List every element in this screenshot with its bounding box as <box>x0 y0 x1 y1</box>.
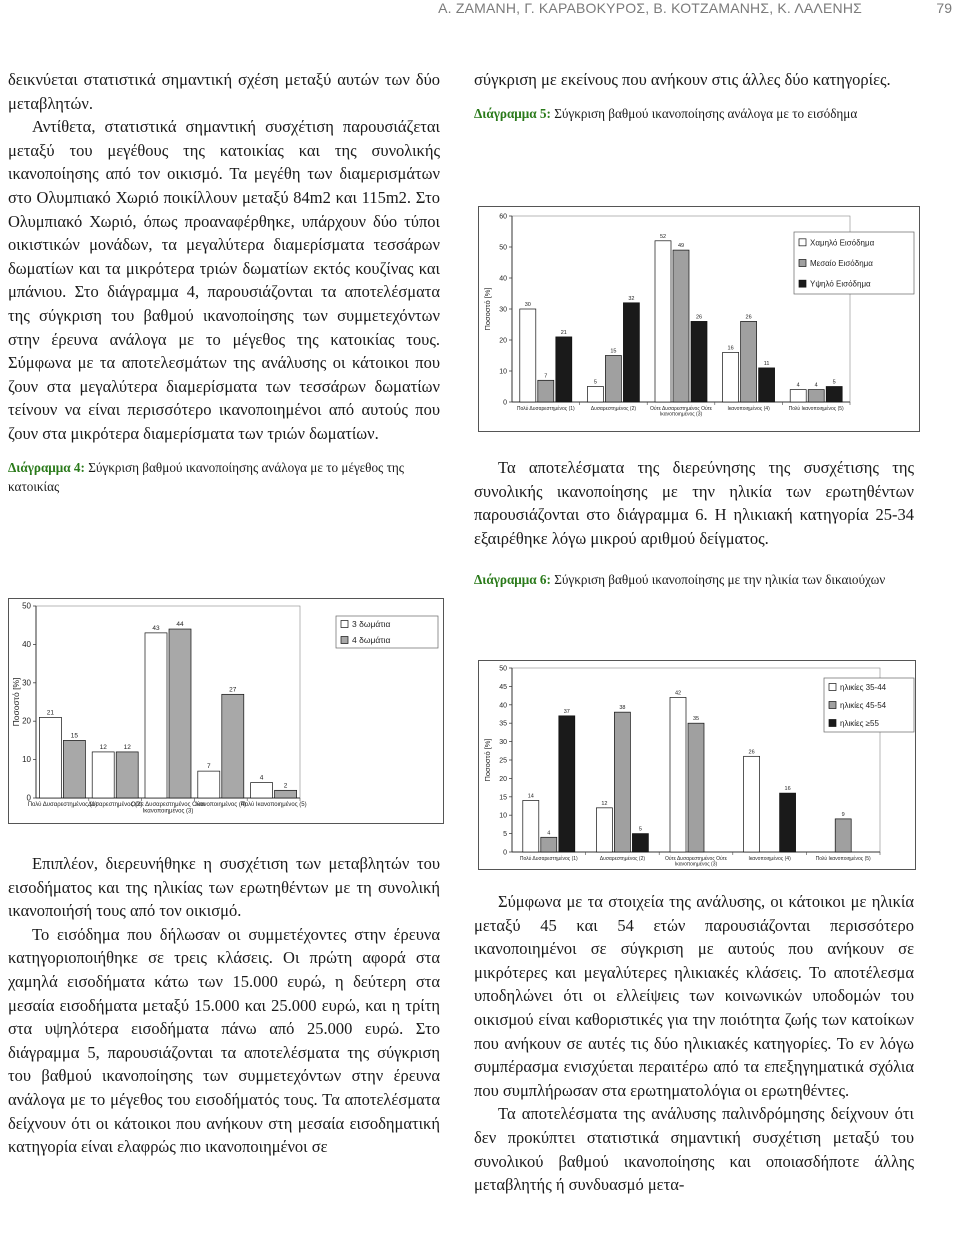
y-tick-label: 20 <box>22 716 31 726</box>
legend-label: ηλικίες 45-54 <box>840 701 887 710</box>
x-tick-label: Δυσαρεστημένος (2) <box>590 406 637 412</box>
data-label: 49 <box>677 243 685 250</box>
bar <box>63 740 85 798</box>
caption-label: Διάγραμμα 6: <box>474 572 551 588</box>
y-tick-label: 60 <box>499 213 507 221</box>
bar <box>673 250 689 402</box>
y-tick-label: 20 <box>499 337 507 345</box>
legend-swatch <box>799 280 806 287</box>
x-tick-label: Ούτε Δυσαρεστημένος Ούτε Ικανοποιημένος (3) <box>650 406 712 418</box>
data-label: 9 <box>841 811 845 818</box>
caption-text: Σύγκριση βαθμού ικανοποίησης ανάλογα με το εισόδημα <box>554 105 858 121</box>
legend-swatch <box>799 260 806 267</box>
paragraph: Τα αποτελέσματα της ανάλυσης παλινδρόμησης δείχνουν ότι δεν προκύπτει στατιστικά σημαντική συσχέτιση μεταξύ του συνολικού βαθμού ικανοποίησης και οποιασδήποτε άλλης μεταβλητής ή συνδυασμό μετα- <box>474 1104 914 1195</box>
x-tick-label: Ικανοποιημένος (4) <box>748 856 791 862</box>
y-tick-label: 25 <box>499 757 507 765</box>
bar <box>523 800 539 852</box>
y-tick-label: 45 <box>499 683 507 691</box>
y-tick-label: 40 <box>22 639 31 649</box>
data-label: 4 <box>547 830 551 837</box>
bar <box>605 356 621 403</box>
data-label: 5 <box>593 379 597 386</box>
bar <box>790 390 806 402</box>
legend-swatch <box>829 702 836 709</box>
legend-label: 4 δωμάτια <box>352 635 391 645</box>
data-label: 21 <box>46 709 55 717</box>
legend-label: Μεσαίο Εισόδημα <box>810 259 873 268</box>
right-column-middle <box>474 456 914 589</box>
legend-label: ηλικίες 35-44 <box>840 683 887 692</box>
bar <box>691 321 707 402</box>
bar <box>222 694 244 798</box>
legend-label: Χαμηλό Εισόδημα <box>810 238 875 248</box>
x-tick-label: Πολύ Ικανοποιημένος (5) <box>815 856 871 862</box>
figure-caption-4 <box>8 458 440 496</box>
bar <box>835 819 851 852</box>
legend-swatch <box>341 637 348 644</box>
y-tick-label: 20 <box>499 775 507 783</box>
x-tick-label: Ούτε Δυσαρεστημένος Ούτε Ικανοποιημένος (3) <box>130 802 206 815</box>
y-tick-label: 50 <box>499 244 507 252</box>
right-column-top <box>474 68 914 123</box>
bar <box>251 783 273 798</box>
legend-label: Υψηλό Εισόδημα <box>810 279 871 289</box>
figure-caption-6 <box>474 570 914 589</box>
x-tick-label: Δυσαρεστημένος (2) <box>88 802 143 808</box>
data-label: 11 <box>763 360 770 367</box>
data-label: 5 <box>832 379 836 386</box>
data-label: 43 <box>152 624 160 632</box>
data-label: 38 <box>619 705 626 712</box>
y-axis-label: Ποσοστό [%] <box>483 738 492 782</box>
y-tick-label: 5 <box>503 831 507 839</box>
chart-4 <box>8 598 444 824</box>
chart-5 <box>478 206 920 432</box>
y-axis-label: Ποσοστό [%] <box>11 677 21 727</box>
data-label: 37 <box>563 708 570 715</box>
y-tick-label: 30 <box>22 678 31 688</box>
bar <box>275 790 297 798</box>
bar <box>623 303 639 402</box>
data-label: 4 <box>814 382 818 389</box>
bar <box>596 808 612 852</box>
legend-swatch <box>341 621 348 628</box>
data-label: 26 <box>695 314 703 321</box>
bar <box>808 390 824 402</box>
data-label: 16 <box>727 345 734 352</box>
paragraph: Επιπλέον, διερευνήθηκε η συσχέτιση των μεταβλητών του εισοδήματος και της ηλικίας των ερωτηθέντων με τη συνολική ικανοποιήσή τους από τον οικισμό. <box>8 854 440 921</box>
data-label: 12 <box>601 800 608 807</box>
data-label: 12 <box>123 743 131 751</box>
data-label: 26 <box>748 749 755 756</box>
y-tick-label: 50 <box>22 601 31 611</box>
x-tick-label: Πολύ Δυσαρεστημένος (1) <box>516 406 575 412</box>
bar <box>759 368 775 402</box>
data-label: 15 <box>610 348 617 355</box>
x-tick-label: Πολύ Ικανοποιημένος (5) <box>788 406 844 412</box>
bar <box>92 752 114 798</box>
y-tick-label: 0 <box>26 793 31 803</box>
bar <box>744 756 760 852</box>
bar <box>688 723 704 852</box>
bar <box>780 793 796 852</box>
paragraph: Αντίθετα, στατιστικά σημαντική συσχέτιση παρουσιάζεται μεταξύ του μεγέθους της κατοικίας και της συνολικής ικανοποίησης από τον οικισμό. Τα μεγέθη των διαμερισμάτων στο Ολυμπιακό Χωριό ποικίλλουν μεταξύ 84m2 και 115m2. Στο Ολυμπιακό Χωριό, όπως προαναφέρθηκε, υπάρχουν δύο τύποι οικιστικών μονάδων, τα μεγαλύτερα διαμερίσματα τεσσάρων δωματίων και τα μικρότερα τριών δωματίων εκτός κουζίνας και μπάνιου. Στο διάγραμμα 4, παρουσιάζονται τα αποτελέσματα της σύγκριση του βαθμού ικανοποίησης των συμμετεχόντων στην έρευνα ανάλογα με το μέγεθος της κατοικίας τους. Σύμφωνα με τα αποτελεσμάτων της ανάλυσης οι κάτοικοι που ζουν στα μεγαλύτερα διαμερίσματα των τεσσάρων δωματίων τείνουν να είναι περισσότερο ικανοποιημένοι από αυτούς που ζουν στα μικρότερα διαμερίσματα των τριών δωματίων. <box>8 117 440 443</box>
bar <box>520 309 536 402</box>
data-label: 12 <box>99 743 107 751</box>
paragraph: Τα αποτελέσματα της διερεύνησης της συσχέτισης της συνολικής ικανοποίησης με την ηλικία των ερωτηθέντων παρουσιάζονται στο διάγραμμα 6. Η ηλικιακή κατηγορία 25-34 εξαιρέθηκε λόγω μικρού αριθμού δείγματος. <box>474 458 914 548</box>
data-label: 5 <box>638 826 642 833</box>
page-number: 79 <box>936 0 952 16</box>
data-label: 35 <box>692 716 700 723</box>
data-label: 7 <box>544 373 548 380</box>
y-tick-label: 0 <box>503 399 507 407</box>
bar <box>655 241 671 402</box>
bar <box>39 717 61 798</box>
y-tick-label: 30 <box>499 306 507 314</box>
bar <box>198 771 220 798</box>
data-label: 21 <box>560 329 567 336</box>
paragraph: Το εισόδημα που δήλωσαν οι συμμετέχοντες στην έρευνα κατηγοριοποιήθηκε σε τρεις κλάσεις. Οι πρώτη αφορά στα χαμηλά εισοδήματα κάτω των 15.000 ευρώ, η δεύτερη στα μεσαία εισοδήματα μεταξύ 15.000 και 25.000 ευρώ, και η τρίτη στα υψηλότερα εισοδήματα πάνω από 25.000 ευρώ. Στο διάγραμμα 5, παρουσιάζονται τα αποτελέσματα της σύγκριση του βαθμού ικανοποίησης των συμμετεχόντων στην έρευνα ανάλογα με το μέγεθος του εισοδήματός τους. Τα αποτελέσματα δείχνουν ότι οι κάτοικοι που ανήκουν στη μεσαία εισοδηματική κατηγορία είναι ελαφρώς πιο ικανοποιημένοι σε <box>8 924 440 1157</box>
bar <box>541 837 557 852</box>
chart-6 <box>478 660 916 870</box>
bar <box>538 380 554 402</box>
bar <box>556 337 572 402</box>
left-column-bottom <box>8 852 440 1159</box>
data-label: 4 <box>259 774 264 782</box>
y-tick-label: 40 <box>499 275 507 283</box>
bar <box>632 834 648 852</box>
data-label: 32 <box>628 295 635 302</box>
data-label: 14 <box>527 793 534 800</box>
data-label: 30 <box>524 302 531 308</box>
legend-swatch <box>829 684 836 691</box>
caption-label: Διάγραμμα 4: <box>8 459 85 475</box>
caption-label: Διάγραμμα 5: <box>474 105 551 121</box>
bar <box>145 633 167 798</box>
x-tick-label: Δυσαρεστημένος (2) <box>599 856 646 862</box>
bar <box>559 716 575 852</box>
legend-label: 3 δωμάτια <box>352 619 391 629</box>
data-label: 52 <box>659 233 667 240</box>
y-tick-label: 30 <box>499 739 507 747</box>
running-header <box>0 0 960 20</box>
caption-text: Σύγκριση βαθμού ικανοποίησης ανάλογα με το μέγεθος της κατοικίας <box>8 459 404 494</box>
bar <box>670 697 686 852</box>
bar <box>741 321 757 402</box>
y-tick-label: 10 <box>499 368 507 376</box>
y-tick-label: 10 <box>22 755 31 765</box>
y-tick-label: 10 <box>499 812 507 820</box>
caption-text: Σύγκριση βαθμού ικανοποίησης με την ηλικία των δικαιούχων <box>554 572 886 588</box>
data-label: 2 <box>283 782 288 790</box>
legend-swatch <box>829 720 836 727</box>
header-authors: Α. ΖΑΜΑΝΗ, Γ. ΚΑΡΑΒΟΚΥΡΟΣ, Β. ΚΟΤΖΑΜΑΝΗΣ, Κ. ΛΑΛΕΝΗΣ <box>438 0 862 16</box>
data-label: 4 <box>796 382 800 389</box>
paragraph: σύγκριση με εκείνους που ανήκουν στις άλλες δύο κατηγορίες. <box>474 70 891 89</box>
data-label: 16 <box>784 786 791 793</box>
x-tick-label: Ικανοποιημένος (4) <box>727 406 770 412</box>
x-tick-label: Πολύ Δυσαρεστημένος (1) <box>27 802 98 808</box>
bar <box>169 629 191 798</box>
y-tick-label: 15 <box>499 794 507 802</box>
data-label: 15 <box>70 732 79 740</box>
paragraph: Σύμφωνα με τα στοιχεία της ανάλυσης, οι κάτοικοι με ηλικία μεταξύ 45 και 54 ετών παρουσιάζονται περισσότερο ικανοποιημένοι σε σύγκριση με αυτούς που ανήκουν σε μικρότερες και μεγαλύτερες ηλικιακές κλάσεις. Το αποτέλεσμα υποδηλώνει ότι οι ελλείψεις των κοινωνικών υποδομών του οικισμού είναι καθοριστικές για την ποιότητα ζωής των κατοίκων που ανήκουν σε αυτές τις δύο ηλικιακές κατηγορίες. Το εν λόγω συμπέρασμα ενισχύεται περαιτέρω από τα επεξηγηματικά σχόλια που συμπλήρωσαν στα ερωτηματολόγια οι ερωτηθέντες. <box>474 892 914 1100</box>
data-label: 42 <box>674 690 682 697</box>
data-label: 27 <box>229 686 237 694</box>
x-tick-label: Ούτε Δυσαρεστημένος Ούτε Ικανοποιημένος (3) <box>665 856 727 868</box>
x-tick-label: Πολύ Δυσαρεστημένος (1) <box>519 856 578 862</box>
x-tick-label: Πολύ Ικανοποιημένος (5) <box>240 802 307 808</box>
left-column-top <box>8 68 440 496</box>
bar <box>587 387 603 403</box>
bar <box>826 387 842 403</box>
legend-swatch <box>799 239 806 246</box>
paragraph: δεικνύεται στατιστικά σημαντική σχέση μεταξύ αυτών των δύο μεταβλητών. <box>8 70 440 113</box>
data-label: 7 <box>206 763 211 771</box>
y-axis-label: Ποσοστό [%] <box>483 287 492 331</box>
legend-label: ηλικίες ≥55 <box>840 719 879 728</box>
y-tick-label: 40 <box>499 702 507 710</box>
y-tick-label: 0 <box>503 849 507 857</box>
bar <box>723 352 739 402</box>
y-tick-label: 50 <box>499 665 507 673</box>
bar <box>116 752 138 798</box>
data-label: 44 <box>176 621 184 629</box>
right-column-bottom <box>474 890 914 1197</box>
x-tick-label: Ικανοποιημένος (4) <box>195 802 247 808</box>
bar <box>614 712 630 852</box>
figure-caption-5 <box>474 104 914 123</box>
data-label: 26 <box>745 314 752 321</box>
y-tick-label: 35 <box>499 720 507 728</box>
